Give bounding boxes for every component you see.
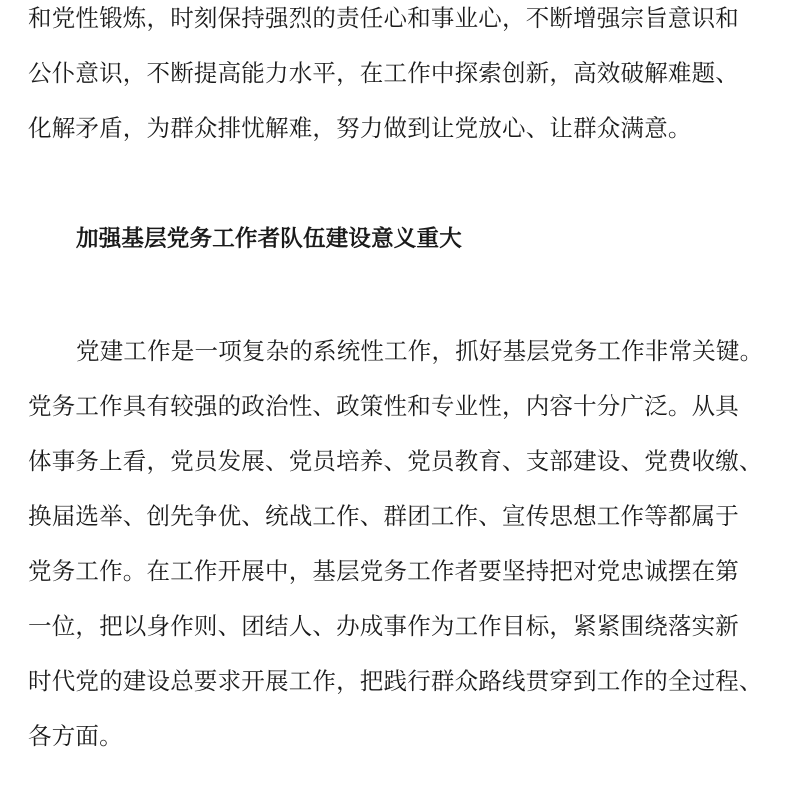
paragraph-line: 体事务上看，党员发展、党员培养、党员教育、支部建设、党费收缴、: [28, 447, 763, 475]
paragraph-line: 和党性锻炼，时刻保持强烈的责任心和事业心，不断增强宗旨意识和: [28, 4, 739, 32]
paragraph-line: 党务工作。在工作开展中，基层党务工作者要坚持把对党忠诚摆在第: [28, 557, 739, 585]
section-heading: 加强基层党务工作者队伍建设意义重大: [76, 226, 462, 252]
paragraph-line: 党务工作具有较强的政治性、政策性和专业性，内容十分广泛。从具: [28, 392, 739, 420]
paragraph-line: 一位，把以身作则、团结人、办成事作为工作目标，紧紧围绕落实新: [28, 612, 739, 640]
paragraph-line: 各方面。: [28, 722, 123, 750]
paragraph-line: 化解矛盾，为群众排忧解难，努力做到让党放心、让群众满意。: [28, 114, 692, 142]
paragraph-line: 换届选举、创先争优、统战工作、群团工作、宣传思想工作等都属于: [28, 502, 739, 530]
paragraph-line: 时代党的建设总要求开展工作，把践行群众路线贯穿到工作的全过程、: [28, 667, 763, 695]
paragraph-line: 公仆意识，不断提高能力水平，在工作中探索创新，高效破解难题、: [28, 59, 739, 87]
paragraph-line: 党建工作是一项复杂的系统性工作，抓好基层党务工作非常关键。: [76, 337, 764, 365]
